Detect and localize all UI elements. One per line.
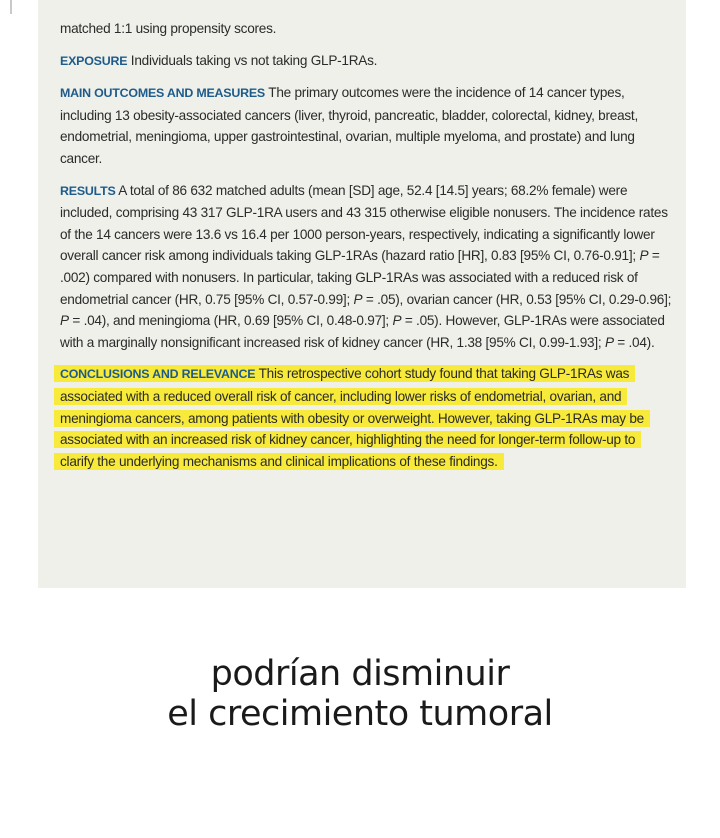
results-text-1: A total of 86 632 matched adults (mean [SD] age, 52.4 [14.5] years; 68.2% female) were included, comprising 43 317 GLP-1RA users and 43 315 otherwise eligible nonusers. The incidence rates of the 14 cancers were 13.6 vs 16.4 per 1000 person-years, respectively, indicating a significantly lower overall cancer risk among individuals taking GLP-1RAs (hazard ratio [HR], 0.83 [95% CI, 0.76-0.91]; (60, 182, 668, 264)
top-fragment-text: matched 1:1 using propensity scores. (60, 21, 277, 36)
p-value-text: = .002) compared with nonusers. (60, 248, 660, 285)
p-value-text: = .05), ovarian cancer (HR, 0.53 [95% CI, 0.29-0.96]; (362, 291, 672, 307)
video-caption (0, 654, 720, 734)
p-value-text: = .04), and meningioma (HR, 0.69 [95% CI, 0.48-0.97]; (68, 313, 389, 329)
conclusions-highlight (54, 365, 650, 469)
top-edge-marker (10, 0, 12, 14)
main-outcomes-label: MAIN OUTCOMES AND MEASURES (60, 86, 265, 101)
p-value-label: P (639, 248, 649, 264)
p-value-text: = .05). However, GLP-1RAs were associated with a marginally nonsignificant increased risk of kidney cancer (HR, 1.38 [95% CI, 0.99-1.93]; (60, 313, 665, 350)
top-fragment (60, 18, 672, 40)
main-outcomes-section (60, 82, 672, 169)
exposure-label: EXPOSURE (60, 53, 128, 68)
abstract-text (60, 18, 672, 482)
p-value-text: = .04). (613, 334, 655, 350)
caption-line-1: podrían disminuir (210, 654, 510, 694)
results-label: RESULTS (60, 183, 116, 198)
p-value-label: P (353, 291, 363, 307)
p-value-label: P (60, 313, 69, 329)
results-section (60, 180, 672, 354)
conclusions-label: CONCLUSIONS AND RELEVANCE (60, 367, 256, 382)
p-value-label: P (392, 313, 402, 329)
caption-line-2: el crecimiento tumoral (167, 694, 553, 734)
exposure-section (60, 50, 672, 73)
exposure-text: Individuals taking vs not taking GLP-1RAs. (130, 52, 378, 68)
results-text-2: In particular, taking GLP-1RAs was associated with a reduced risk of endometrial cancer (HR, 0.75 [95% CI, 0.57-0.99]; (60, 269, 638, 307)
conclusions-text: This retrospective cohort study found that taking GLP-1RAs was associated with a reduced overall risk of cancer, including lower risks of endometrial, ovarian, and meningioma cancers, among patients with obesity or overweight. However, taking GLP-1RAs may be associated with an increased risk of kidney cancer, highlighting the need for longer-term follow-up to clarify the underlying mechanisms and clinical implications of these findings. (60, 366, 644, 469)
main-outcomes-text: The primary outcomes were the incidence of 14 cancer types, including 13 obesity-associated cancers (liver, thyroid, pancreatic, bladder, colorectal, kidney, breast, endometrial, meningioma, upper gastrointestinal, ovarian, multiple myeloma, and prostate) and lung cancer. (60, 85, 638, 166)
conclusions-section (60, 363, 672, 472)
p-value-label: P (604, 334, 614, 350)
